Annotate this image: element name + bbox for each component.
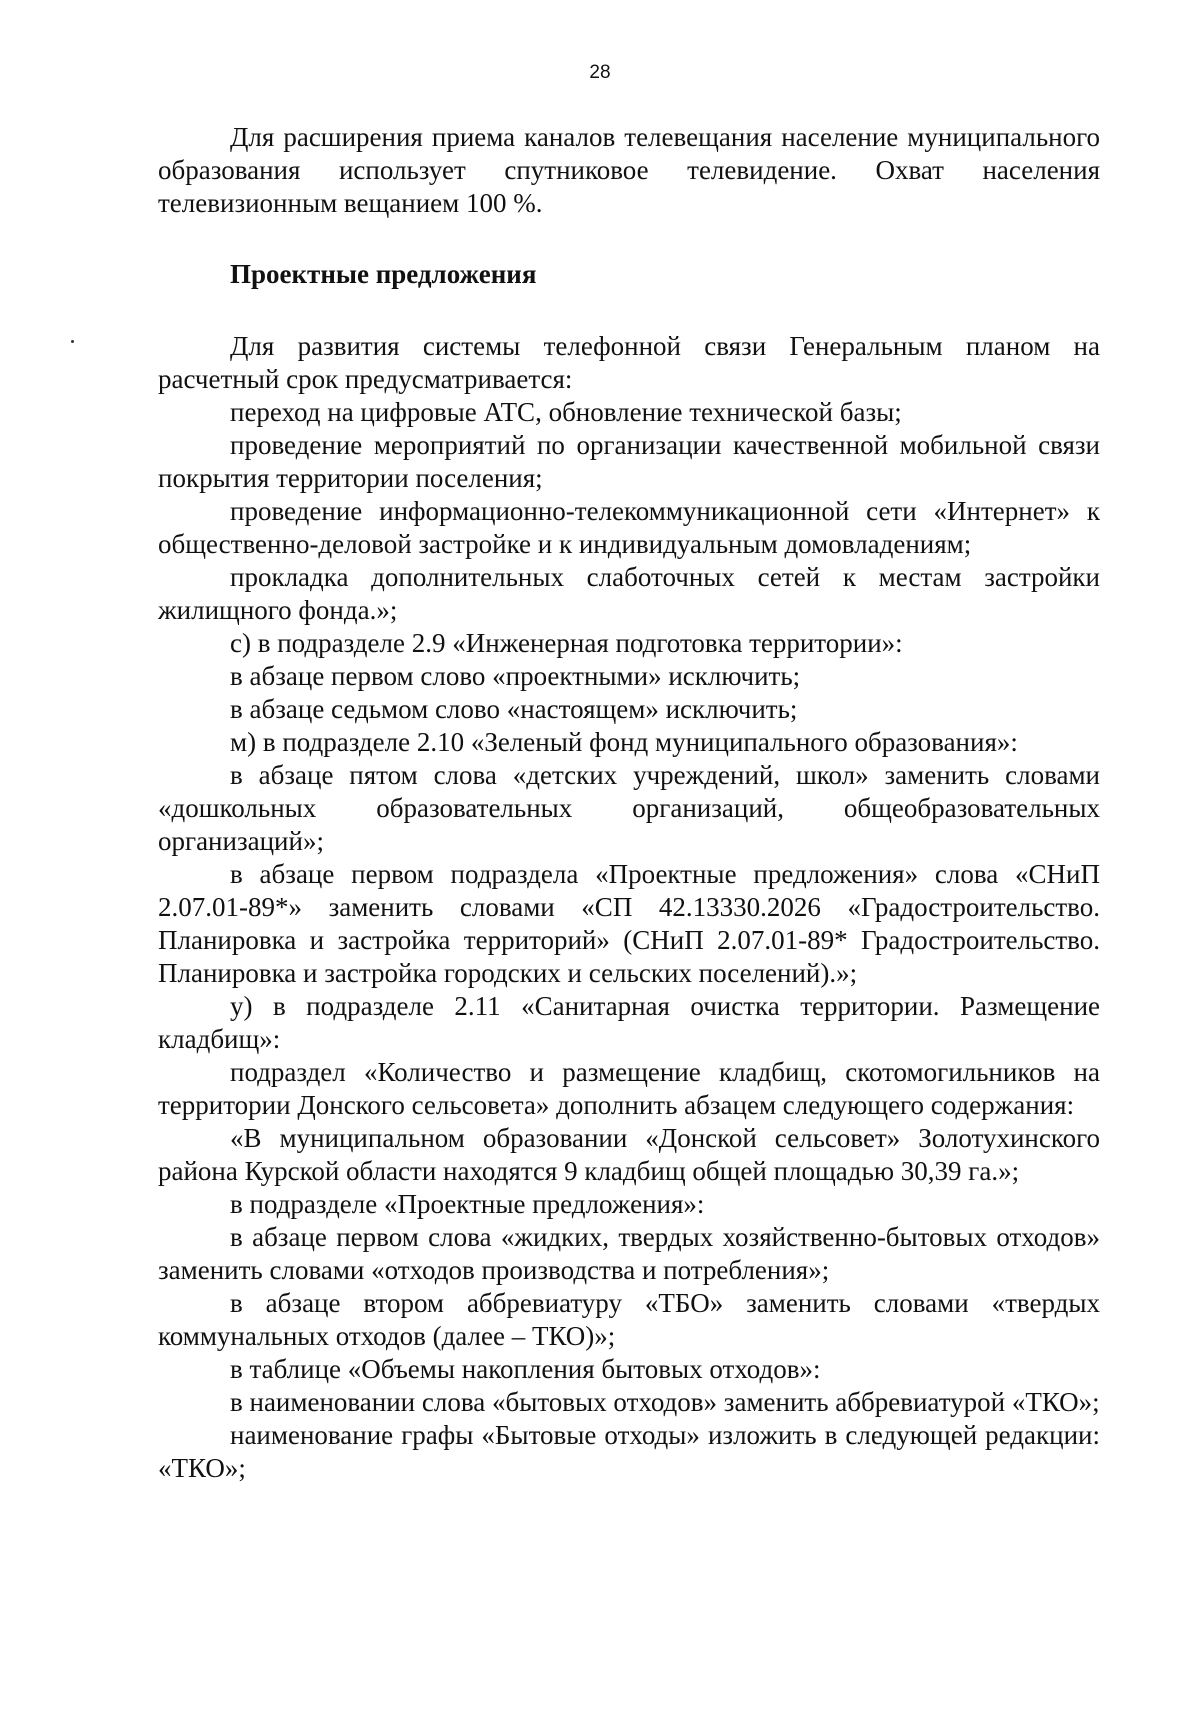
document-body xyxy=(158,121,1100,1485)
section-heading: Проектные предложения xyxy=(230,259,537,289)
page-number: 28 xyxy=(589,62,611,83)
paragraph: Для развития системы телефонной связи Генеральным планом на расчетный срок предусматривается: xyxy=(158,331,1100,394)
paragraph: в таблице «Объемы накопления бытовых отходов»: xyxy=(230,1354,821,1384)
intro-paragraph: Для расширения приема каналов телевещания население муниципального образования использует спутниковое телевидение. Охват населения телевизионным вещанием 100 %. xyxy=(158,122,1100,218)
paragraph: в абзаце седьмом слово «настоящем» исключить; xyxy=(230,694,798,724)
paragraph: наименование графы «Бытовые отходы» изложить в следующей редакции: «ТКО»; xyxy=(158,1420,1100,1483)
paragraph: в наименовании слова «бытовых отходов» заменить аббревиатурой «ТКО»; xyxy=(230,1387,1100,1417)
paragraph: в абзаце первом подраздела «Проектные предложения» слова «СНиП 2.07.01-89*» заменить словами «СП 42.13330.2026 «Градостроительство. Планировка и застройка территорий» (СНиП 2.07.01-89* Градостроительство. Планировка и застройка городских и сельских поселений).»; xyxy=(158,859,1100,988)
paragraph: в абзаце втором аббревиатуру «ТБО» заменить словами «твердых коммунальных отходов (далее – ТКО)»; xyxy=(158,1288,1100,1351)
paragraph: в подразделе «Проектные предложения»: xyxy=(230,1189,705,1219)
paragraph: подраздел «Количество и размещение кладбищ, скотомогильников на территории Донского сельсовета» дополнить абзацем следующего содержания: xyxy=(158,1057,1100,1120)
paragraph: в абзаце пятом слова «детских учреждений, школ» заменить словами «дошкольных образовательных организаций, общеобразовательных организаций»; xyxy=(158,760,1100,856)
paragraph: переход на цифровые АТС, обновление технической базы; xyxy=(230,397,902,427)
paragraph: проведение информационно-телекоммуникационной сети «Интернет» к общественно-деловой застройке и к индивидуальным домовладениям; xyxy=(158,496,1100,559)
paragraph: в абзаце первом слово «проектными» исключить; xyxy=(230,661,801,691)
scan-dot-mark xyxy=(71,340,74,343)
paragraph: в абзаце первом слова «жидких, твердых хозяйственно-бытовых отходов» заменить словами «отходов производства и потребления»; xyxy=(158,1222,1100,1285)
paragraph: прокладка дополнительных слаботочных сетей к местам застройки жилищного фонда.»; xyxy=(158,562,1100,625)
paragraph: «В муниципальном образовании «Донской сельсовет» Золотухинского района Курской области находятся 9 кладбищ общей площадью 30,39 га.»; xyxy=(158,1123,1100,1186)
paragraph: проведение мероприятий по организации качественной мобильной связи покрытия территории поселения; xyxy=(158,430,1100,493)
paragraph: м) в подразделе 2.10 «Зеленый фонд муниципального образования»: xyxy=(230,727,1018,757)
paragraph: у) в подразделе 2.11 «Санитарная очистка территории. Размещение кладбищ»: xyxy=(158,991,1100,1054)
paragraph: с) в подразделе 2.9 «Инженерная подготовка территории»: xyxy=(230,628,903,658)
